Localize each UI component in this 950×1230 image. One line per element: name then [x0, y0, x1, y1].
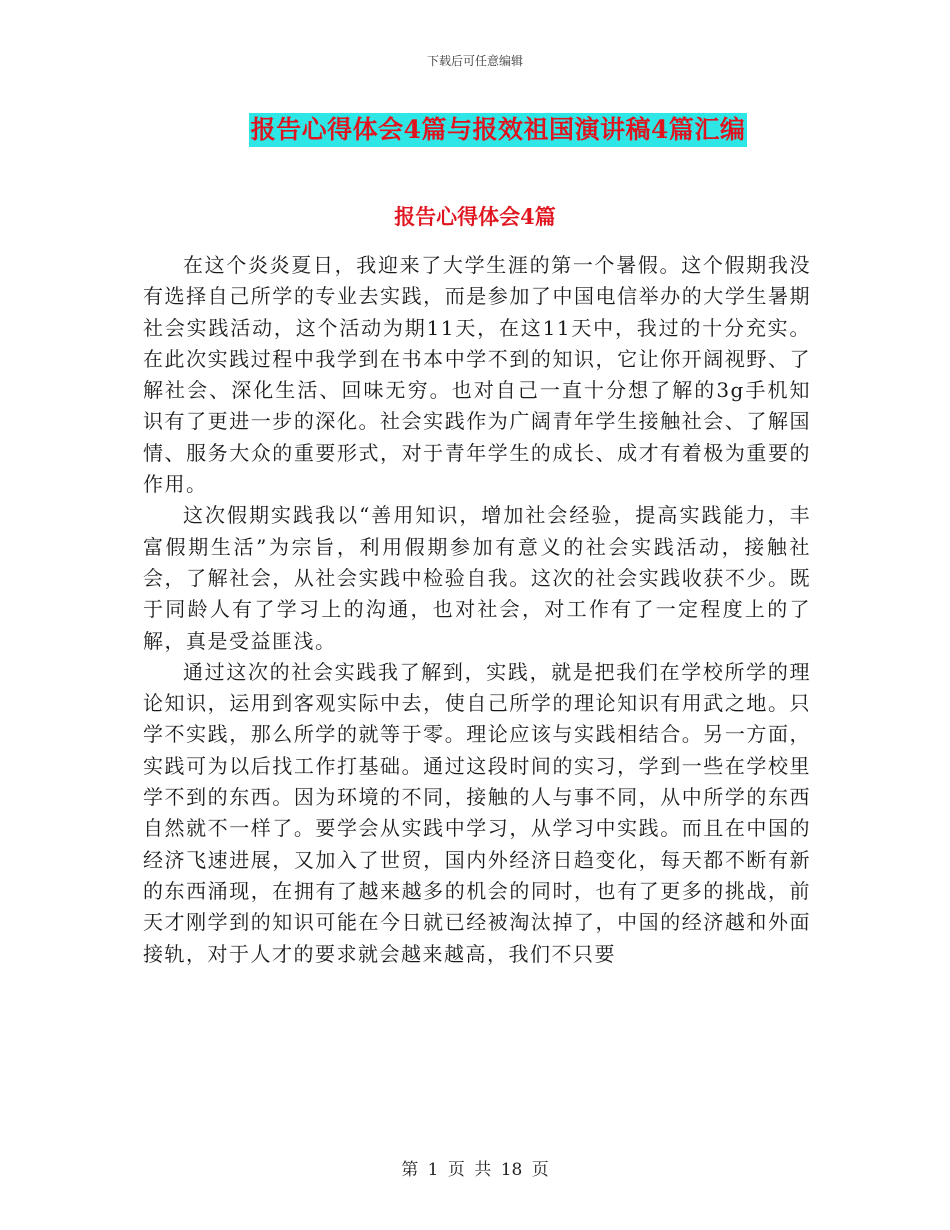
- document-title-container: [0, 113, 950, 147]
- paragraph: 在这个炎炎夏日，我迎来了大学生涯的第一个暑假。这个假期我没有选择自己所学的专业去实践，而是参加了中国电信举办的大学生暑期社会实践活动，这个活动为期11天，在这11天中，我过的十分充实。在此次实践过程中我学到在书本中学不到的知识，它让你开阔视野、了解社会、深化生活、回味无穷。也对自己一直十分想了解的3g手机知识有了更进一步的深化。社会实践作为广阔青年学生接触社会、了解国情、服务大众的重要形式，对于青年学生的成长、成才有着极为重要的作用。: [143, 253, 811, 497]
- header-note: 下载后可任意编辑: [426, 54, 523, 68]
- paragraph: 通过这次的社会实践我了解到，实践，就是把我们在学校所学的理论知识，运用到客观实际中去，使自己所学的理论知识有用武之地。只学不实践，那么所学的就等于零。理论应该与实践相结合。另一方面，实践可为以后找工作打基础。通过这段时间的实习，学到一些在学校里学不到的东西。因为环境的不同，接触的人与事不同，从中所学的东西自然就不一样了。要学会从实践中学习，从学习中实践。而且在中国的经济飞速进展，又加入了世贸，国内外经济日趋变化，每天都不断有新的东西涌现，在拥有了越来越多的机会的同时，也有了更多的挑战，前天才刚学到的知识可能在今日就已经被淘汰掉了，中国的经济越和外面接轨，对于人才的要求就会越来越高，我们不只要: [143, 659, 811, 966]
- paragraph: 这次假期实践我以“善用知识，增加社会经验，提高实践能力，丰富假期生活”为宗旨，利用假期参加有意义的社会实践活动，接触社会，了解社会，从社会实践中检验自我。这次的社会实践收获不少。既于同龄人有了学习上的沟通，也对社会，对工作有了一定程度上的了解，真是受益匪浅。: [143, 503, 811, 653]
- document-title: 报告心得体会4篇与报效祖国演讲稿4篇汇编: [249, 113, 748, 147]
- page-number-footer: 第 1 页 共 18 页: [401, 1160, 549, 1180]
- section-title: 报告心得体会4篇: [394, 204, 556, 229]
- document-body: [143, 250, 811, 970]
